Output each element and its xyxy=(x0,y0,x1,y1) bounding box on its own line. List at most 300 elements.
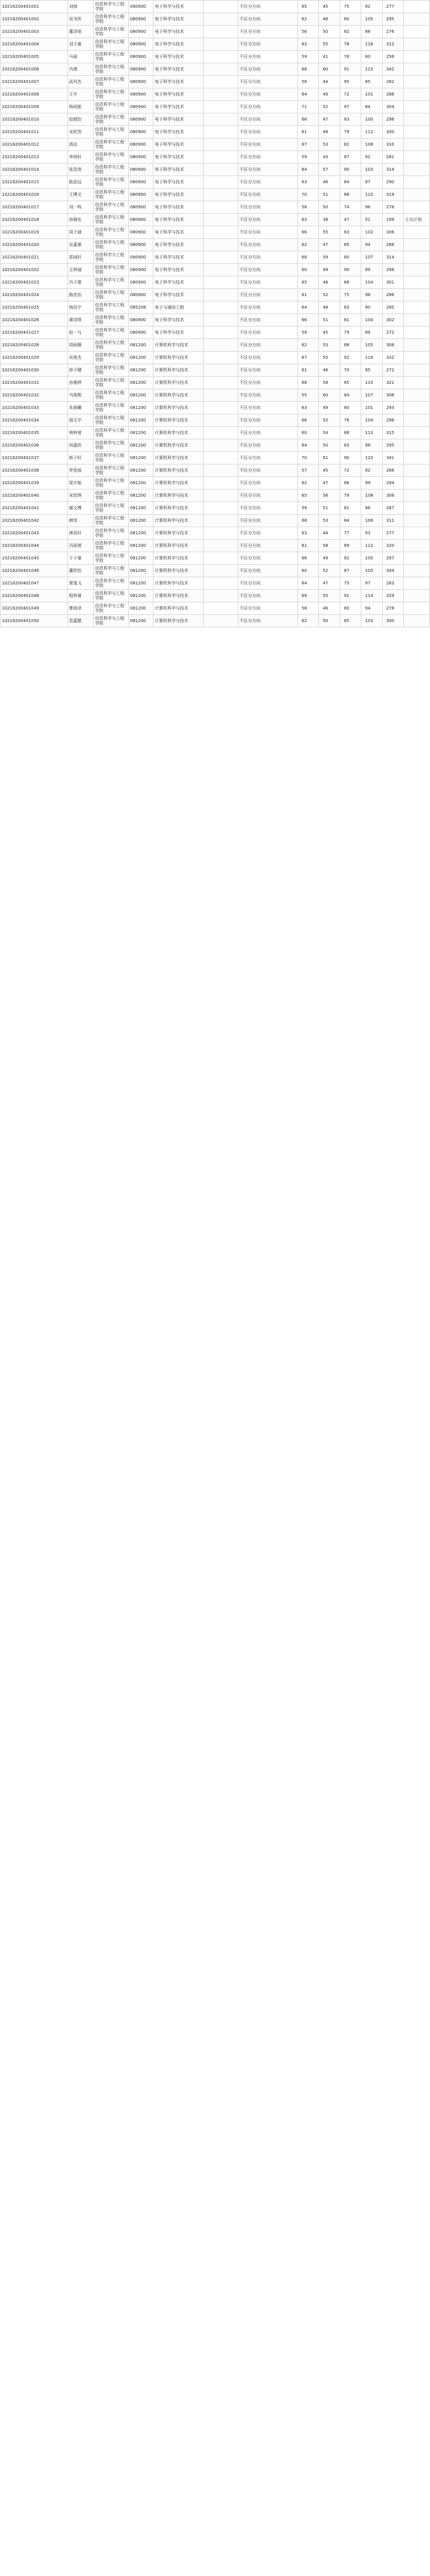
table-cell: 61 xyxy=(319,452,340,464)
table-cell: 58 xyxy=(298,602,319,615)
table-cell: 282 xyxy=(382,76,403,88)
table-cell: 不区分方向 xyxy=(238,590,298,602)
table-cell: 107 xyxy=(361,389,382,402)
table-cell: 080900 xyxy=(128,327,153,339)
table-cell: 285 xyxy=(382,301,403,314)
table-cell: 不区分方向 xyxy=(238,276,298,289)
table-cell: 277 xyxy=(382,1,403,13)
table-cell: 081200 xyxy=(128,602,153,615)
table-cell: 300 xyxy=(382,126,403,139)
table-row xyxy=(1,427,430,439)
table-row xyxy=(1,464,430,477)
table-cell: 电子科学与技术 xyxy=(153,327,203,339)
table-cell: 计算机科学与技术 xyxy=(153,577,203,590)
table-cell: 51 xyxy=(361,214,382,226)
table-cell: 10216200401012 xyxy=(1,139,68,151)
table-cell: 不区分方向 xyxy=(238,289,298,301)
table-row xyxy=(1,565,430,577)
table-row xyxy=(1,502,430,515)
table-cell: 100 xyxy=(361,113,382,126)
table-cell: 76 xyxy=(340,414,361,427)
table-cell: 080900 xyxy=(128,201,153,214)
table-row xyxy=(1,38,430,51)
table-cell: 315 xyxy=(382,427,403,439)
table-cell xyxy=(203,364,238,377)
table-cell: 45 xyxy=(319,464,340,477)
table-cell: 电子科学与技术 xyxy=(153,139,203,151)
table-cell: 不区分方向 xyxy=(238,239,298,251)
table-cell: 59 xyxy=(298,327,319,339)
table-cell: 108 xyxy=(361,139,382,151)
table-cell xyxy=(404,402,430,414)
table-cell: 110 xyxy=(361,189,382,201)
table-cell: 081200 xyxy=(128,377,153,389)
table-cell: 58 xyxy=(319,377,340,389)
table-row xyxy=(1,515,430,527)
table-cell: 高远 xyxy=(67,139,94,151)
table-cell: 于子豪 xyxy=(67,552,94,565)
table-cell: 081200 xyxy=(128,540,153,552)
table-cell xyxy=(404,352,430,364)
table-row xyxy=(1,264,430,276)
table-cell: 电子科学与技术 xyxy=(153,201,203,214)
table-cell: 不区分方向 xyxy=(238,427,298,439)
table-cell: 10216200401048 xyxy=(1,590,68,602)
table-cell: 10216200401032 xyxy=(1,389,68,402)
table-cell: 不区分方向 xyxy=(238,76,298,88)
table-row xyxy=(1,189,430,201)
table-cell: 97 xyxy=(361,577,382,590)
table-cell: 10216200401018 xyxy=(1,214,68,226)
table-cell: 87 xyxy=(340,151,361,164)
table-cell: 信息科学与工程学院 xyxy=(94,402,128,414)
table-cell: 83 xyxy=(340,226,361,239)
table-cell xyxy=(404,502,430,515)
table-cell: 马丽 xyxy=(67,51,94,63)
table-cell: 电子科学与技术 xyxy=(153,113,203,126)
table-cell: 不区分方向 xyxy=(238,126,298,139)
table-cell: 林梓萱 xyxy=(67,427,94,439)
table-cell: 080900 xyxy=(128,63,153,76)
table-cell: 65 xyxy=(298,1,319,13)
table-cell: 不区分方向 xyxy=(238,502,298,515)
table-cell xyxy=(404,527,430,540)
table-cell: 10216200401009 xyxy=(1,101,68,113)
table-cell xyxy=(404,63,430,76)
table-cell xyxy=(203,327,238,339)
table-cell: 不区分方向 xyxy=(238,251,298,264)
table-cell: 61 xyxy=(298,540,319,552)
table-cell: 61 xyxy=(298,126,319,139)
table-cell: 105 xyxy=(361,565,382,577)
table-cell: 郭子轩 xyxy=(67,452,94,464)
table-cell: 306 xyxy=(382,226,403,239)
table-cell: 45 xyxy=(319,1,340,13)
table-cell xyxy=(203,239,238,251)
table-cell: 286 xyxy=(382,88,403,101)
table-row xyxy=(1,239,430,251)
table-cell: 329 xyxy=(382,590,403,602)
table-cell: 295 xyxy=(382,13,403,26)
table-cell: 信息科学与工程学院 xyxy=(94,189,128,201)
table-cell: 曹雨泽 xyxy=(67,602,94,615)
table-row xyxy=(1,226,430,239)
table-cell: 43 xyxy=(319,151,340,164)
table-cell xyxy=(404,301,430,314)
table-cell: 90 xyxy=(340,264,361,276)
table-cell xyxy=(203,164,238,176)
table-cell: 60 xyxy=(298,264,319,276)
table-cell: 不区分方向 xyxy=(238,88,298,101)
table-cell xyxy=(203,251,238,264)
table-cell xyxy=(203,602,238,615)
table-cell: 41 xyxy=(319,51,340,63)
table-cell: 10216200401049 xyxy=(1,602,68,615)
table-cell: 46 xyxy=(319,276,340,289)
table-cell xyxy=(404,13,430,26)
table-cell: 298 xyxy=(382,264,403,276)
table-cell: 不区分方向 xyxy=(238,452,298,464)
table-cell: 90 xyxy=(361,301,382,314)
table-cell xyxy=(404,477,430,490)
table-row xyxy=(1,13,430,26)
table-cell xyxy=(203,88,238,101)
table-cell: 信息科学与工程学院 xyxy=(94,339,128,352)
table-cell: 不区分方向 xyxy=(238,490,298,502)
table-cell: 278 xyxy=(382,201,403,214)
table-cell: 110 xyxy=(361,377,382,389)
table-cell: 256 xyxy=(382,51,403,63)
table-cell: 080900 xyxy=(128,276,153,289)
table-cell: 080900 xyxy=(128,214,153,226)
table-cell: 10216200401035 xyxy=(1,427,68,439)
admission-score-table xyxy=(0,0,430,627)
table-cell: 10216200401019 xyxy=(1,226,68,239)
table-cell: 52 xyxy=(319,414,340,427)
table-cell: 49 xyxy=(319,402,340,414)
table-cell xyxy=(203,339,238,352)
table-cell: 10216200401007 xyxy=(1,76,68,88)
table-cell: 不区分方向 xyxy=(238,477,298,490)
table-cell: 孙晓东 xyxy=(67,214,94,226)
table-cell: 080900 xyxy=(128,139,153,151)
table-cell: 电子科学与技术 xyxy=(153,126,203,139)
table-cell: 83 xyxy=(340,113,361,126)
table-cell: 314 xyxy=(382,251,403,264)
table-cell: 72 xyxy=(340,464,361,477)
table-cell: 80 xyxy=(361,51,382,63)
table-cell: 55 xyxy=(319,38,340,51)
table-cell: 46 xyxy=(319,602,340,615)
table-cell: 63 xyxy=(298,402,319,414)
table-cell xyxy=(404,565,430,577)
table-cell xyxy=(404,126,430,139)
table-cell xyxy=(203,289,238,301)
table-cell: 宋佳琪 xyxy=(67,490,94,502)
table-cell: 信息科学与工程学院 xyxy=(94,201,128,214)
table-cell: 电子与通信工程 xyxy=(153,301,203,314)
table-cell: 56 xyxy=(319,490,340,502)
table-cell: 60 xyxy=(319,389,340,402)
table-cell: 计算机科学与技术 xyxy=(153,389,203,402)
table-cell: 不区分方向 xyxy=(238,327,298,339)
table-cell xyxy=(404,314,430,327)
table-cell: 信息科学与工程学院 xyxy=(94,151,128,164)
table-cell: 104 xyxy=(361,276,382,289)
table-row xyxy=(1,527,430,540)
table-row xyxy=(1,139,430,151)
table-cell: 信息科学与工程学院 xyxy=(94,88,128,101)
table-cell: 308 xyxy=(382,490,403,502)
table-cell: 081200 xyxy=(128,515,153,527)
table-cell: 10216200401050 xyxy=(1,615,68,627)
table-cell: 64 xyxy=(298,577,319,590)
table-cell: 49 xyxy=(319,88,340,101)
table-cell xyxy=(203,151,238,164)
table-cell: 信息科学与工程学院 xyxy=(94,527,128,540)
table-cell: 51 xyxy=(319,502,340,515)
table-row xyxy=(1,1,430,13)
table-cell xyxy=(404,515,430,527)
table-cell: 不区分方向 xyxy=(238,139,298,151)
table-cell: 51 xyxy=(319,314,340,327)
table-cell: 不区分方向 xyxy=(238,164,298,176)
table-cell: 电子科学与技术 xyxy=(153,214,203,226)
table-cell: 081200 xyxy=(128,552,153,565)
table-cell: 64 xyxy=(298,439,319,452)
table-cell: 298 xyxy=(382,414,403,427)
table-cell: 不区分方向 xyxy=(238,1,298,13)
table-row xyxy=(1,126,430,139)
table-cell: 信息科学与工程学院 xyxy=(94,276,128,289)
table-cell: 84 xyxy=(340,515,361,527)
table-cell: 080900 xyxy=(128,189,153,201)
table-cell xyxy=(203,301,238,314)
table-cell: 程梓睿 xyxy=(67,590,94,602)
table-cell: 59 xyxy=(298,151,319,164)
table-cell: 计算机科学与技术 xyxy=(153,352,203,364)
table-cell: 10216200401037 xyxy=(1,452,68,464)
table-cell: 谢文博 xyxy=(67,502,94,515)
table-cell: 50 xyxy=(319,615,340,627)
table-cell xyxy=(203,189,238,201)
table-cell xyxy=(404,76,430,88)
table-cell xyxy=(203,264,238,276)
table-cell: 104 xyxy=(361,314,382,327)
table-cell: 62 xyxy=(298,339,319,352)
table-cell: 宋欣然 xyxy=(67,126,94,139)
table-cell: 58 xyxy=(298,201,319,214)
table-cell: 080900 xyxy=(128,264,153,276)
table-cell: 283 xyxy=(382,577,403,590)
table-cell: 100 xyxy=(361,552,382,565)
table-cell: 49 xyxy=(319,264,340,276)
table-cell xyxy=(203,515,238,527)
table-cell: 郑雨轩 xyxy=(67,251,94,264)
table-cell: 62 xyxy=(298,477,319,490)
table-cell: 71 xyxy=(298,101,319,113)
table-cell: 68 xyxy=(298,377,319,389)
table-row xyxy=(1,339,430,352)
table-cell: 80 xyxy=(340,251,361,264)
table-cell: 士兵计划 xyxy=(404,214,430,226)
table-row xyxy=(1,276,430,289)
table-cell: 106 xyxy=(361,515,382,527)
table-cell: 85 xyxy=(361,76,382,88)
table-cell: 信息科学与工程学院 xyxy=(94,364,128,377)
table-cell: 314 xyxy=(382,164,403,176)
table-cell xyxy=(404,189,430,201)
table-cell: 冯子墨 xyxy=(67,276,94,289)
table-cell: 294 xyxy=(382,477,403,490)
table-cell xyxy=(203,314,238,327)
table-cell: 冯倩 xyxy=(67,63,94,76)
table-cell: 10216200401015 xyxy=(1,176,68,189)
table-cell: 80 xyxy=(340,602,361,615)
table-cell: 冯雨萱 xyxy=(67,540,94,552)
table-cell: 信息科学与工程学院 xyxy=(94,251,128,264)
table-cell xyxy=(203,214,238,226)
table-cell xyxy=(404,540,430,552)
table-cell: 黄诗琪 xyxy=(67,314,94,327)
table-cell: 信息科学与工程学院 xyxy=(94,113,128,126)
table-cell xyxy=(203,439,238,452)
table-cell: 信息科学与工程学院 xyxy=(94,490,128,502)
table-cell: 不区分方向 xyxy=(238,314,298,327)
table-cell: 66 xyxy=(298,226,319,239)
table-cell: 72 xyxy=(340,88,361,101)
table-cell: 341 xyxy=(382,452,403,464)
table-cell: 081200 xyxy=(128,414,153,427)
table-cell: 080900 xyxy=(128,101,153,113)
table-cell xyxy=(203,377,238,389)
table-cell: 63 xyxy=(298,38,319,51)
table-row xyxy=(1,490,430,502)
table-cell: 66 xyxy=(298,314,319,327)
table-cell: 081200 xyxy=(128,452,153,464)
table-cell: 信息科学与工程学院 xyxy=(94,540,128,552)
table-cell xyxy=(203,101,238,113)
table-cell: 不区分方向 xyxy=(238,264,298,276)
table-cell xyxy=(404,226,430,239)
table-cell xyxy=(404,552,430,565)
table-cell: 99 xyxy=(361,264,382,276)
table-cell: 信息科学与工程学院 xyxy=(94,164,128,176)
table-cell: 10216200401022 xyxy=(1,264,68,276)
table-cell: 计算机科学与技术 xyxy=(153,527,203,540)
table-cell: 66 xyxy=(298,552,319,565)
table-cell: 10216200401004 xyxy=(1,38,68,51)
table-cell: 61 xyxy=(298,289,319,301)
table-cell: 10216200401044 xyxy=(1,540,68,552)
table-cell: 武珂杰 xyxy=(67,76,94,88)
table-cell xyxy=(203,63,238,76)
table-cell: 118 xyxy=(361,352,382,364)
table-cell xyxy=(404,176,430,189)
table-cell: 52 xyxy=(319,565,340,577)
table-row xyxy=(1,76,430,88)
table-cell: 计算机科学与技术 xyxy=(153,515,203,527)
table-cell: 计算机科学与技术 xyxy=(153,602,203,615)
table-cell: 不区分方向 xyxy=(238,540,298,552)
table-cell: 10216200401025 xyxy=(1,301,68,314)
table-cell: 杨浩宇 xyxy=(67,301,94,314)
table-cell: 电子科学与技术 xyxy=(153,264,203,276)
table-cell: 信息科学与工程学院 xyxy=(94,26,128,38)
table-cell: 65 xyxy=(298,490,319,502)
table-cell: 47 xyxy=(319,577,340,590)
table-cell: 不区分方向 xyxy=(238,189,298,201)
table-cell: 王宇 xyxy=(67,88,94,101)
table-cell: 韩雪 xyxy=(67,515,94,527)
table-cell: 计算机科学与技术 xyxy=(153,439,203,452)
table-cell: 199 xyxy=(382,214,403,226)
table-cell: 79 xyxy=(340,327,361,339)
table-cell xyxy=(404,38,430,51)
table-body xyxy=(1,1,430,627)
table-cell: 287 xyxy=(382,502,403,515)
table-cell: 64 xyxy=(298,164,319,176)
table-cell xyxy=(404,276,430,289)
table-cell: 080900 xyxy=(128,26,153,38)
table-cell xyxy=(203,201,238,214)
table-cell: 48 xyxy=(319,126,340,139)
table-cell: 周子涵 xyxy=(67,226,94,239)
table-cell: 57 xyxy=(319,164,340,176)
table-cell: 不区分方向 xyxy=(238,402,298,414)
table-cell: 信息科学与工程学院 xyxy=(94,464,128,477)
table-cell: 081200 xyxy=(128,339,153,352)
table-cell: 84 xyxy=(340,389,361,402)
table-cell: 吴书传 xyxy=(67,13,94,26)
table-cell: 081200 xyxy=(128,577,153,590)
table-cell xyxy=(404,577,430,590)
table-cell: 66 xyxy=(298,113,319,126)
table-cell: 88 xyxy=(340,427,361,439)
table-cell: 64 xyxy=(298,301,319,314)
table-cell: 何嘉欣 xyxy=(67,439,94,452)
table-cell: 10216200401024 xyxy=(1,289,68,301)
table-cell: 信息科学与工程学院 xyxy=(94,1,128,13)
table-cell: 63 xyxy=(298,176,319,189)
table-cell: 44 xyxy=(319,527,340,540)
table-cell: 信息科学与工程学院 xyxy=(94,377,128,389)
table-cell: 计算机科学与技术 xyxy=(153,540,203,552)
table-cell: 295 xyxy=(382,439,403,452)
table-cell xyxy=(404,427,430,439)
table-cell: 312 xyxy=(382,38,403,51)
table-cell: 信息科学与工程学院 xyxy=(94,226,128,239)
table-cell: 计算机科学与技术 xyxy=(153,477,203,490)
table-cell: 不区分方向 xyxy=(238,151,298,164)
table-cell xyxy=(203,427,238,439)
table-cell: 信息科学与工程学院 xyxy=(94,63,128,76)
table-cell: 电子科学与技术 xyxy=(153,101,203,113)
table-cell xyxy=(203,402,238,414)
table-cell: 信息科学与工程学院 xyxy=(94,327,128,339)
table-cell: 103 xyxy=(361,164,382,176)
table-cell: 刘海 xyxy=(67,1,94,13)
table-cell: 98 xyxy=(361,289,382,301)
table-cell: 308 xyxy=(382,339,403,352)
table-cell: 电子科学与技术 xyxy=(153,226,203,239)
table-cell: 10216200401013 xyxy=(1,151,68,164)
table-cell xyxy=(404,164,430,176)
table-cell: 10216200401010 xyxy=(1,113,68,126)
table-cell: 电子科学与技术 xyxy=(153,1,203,13)
table-cell: 320 xyxy=(382,540,403,552)
table-cell xyxy=(404,464,430,477)
